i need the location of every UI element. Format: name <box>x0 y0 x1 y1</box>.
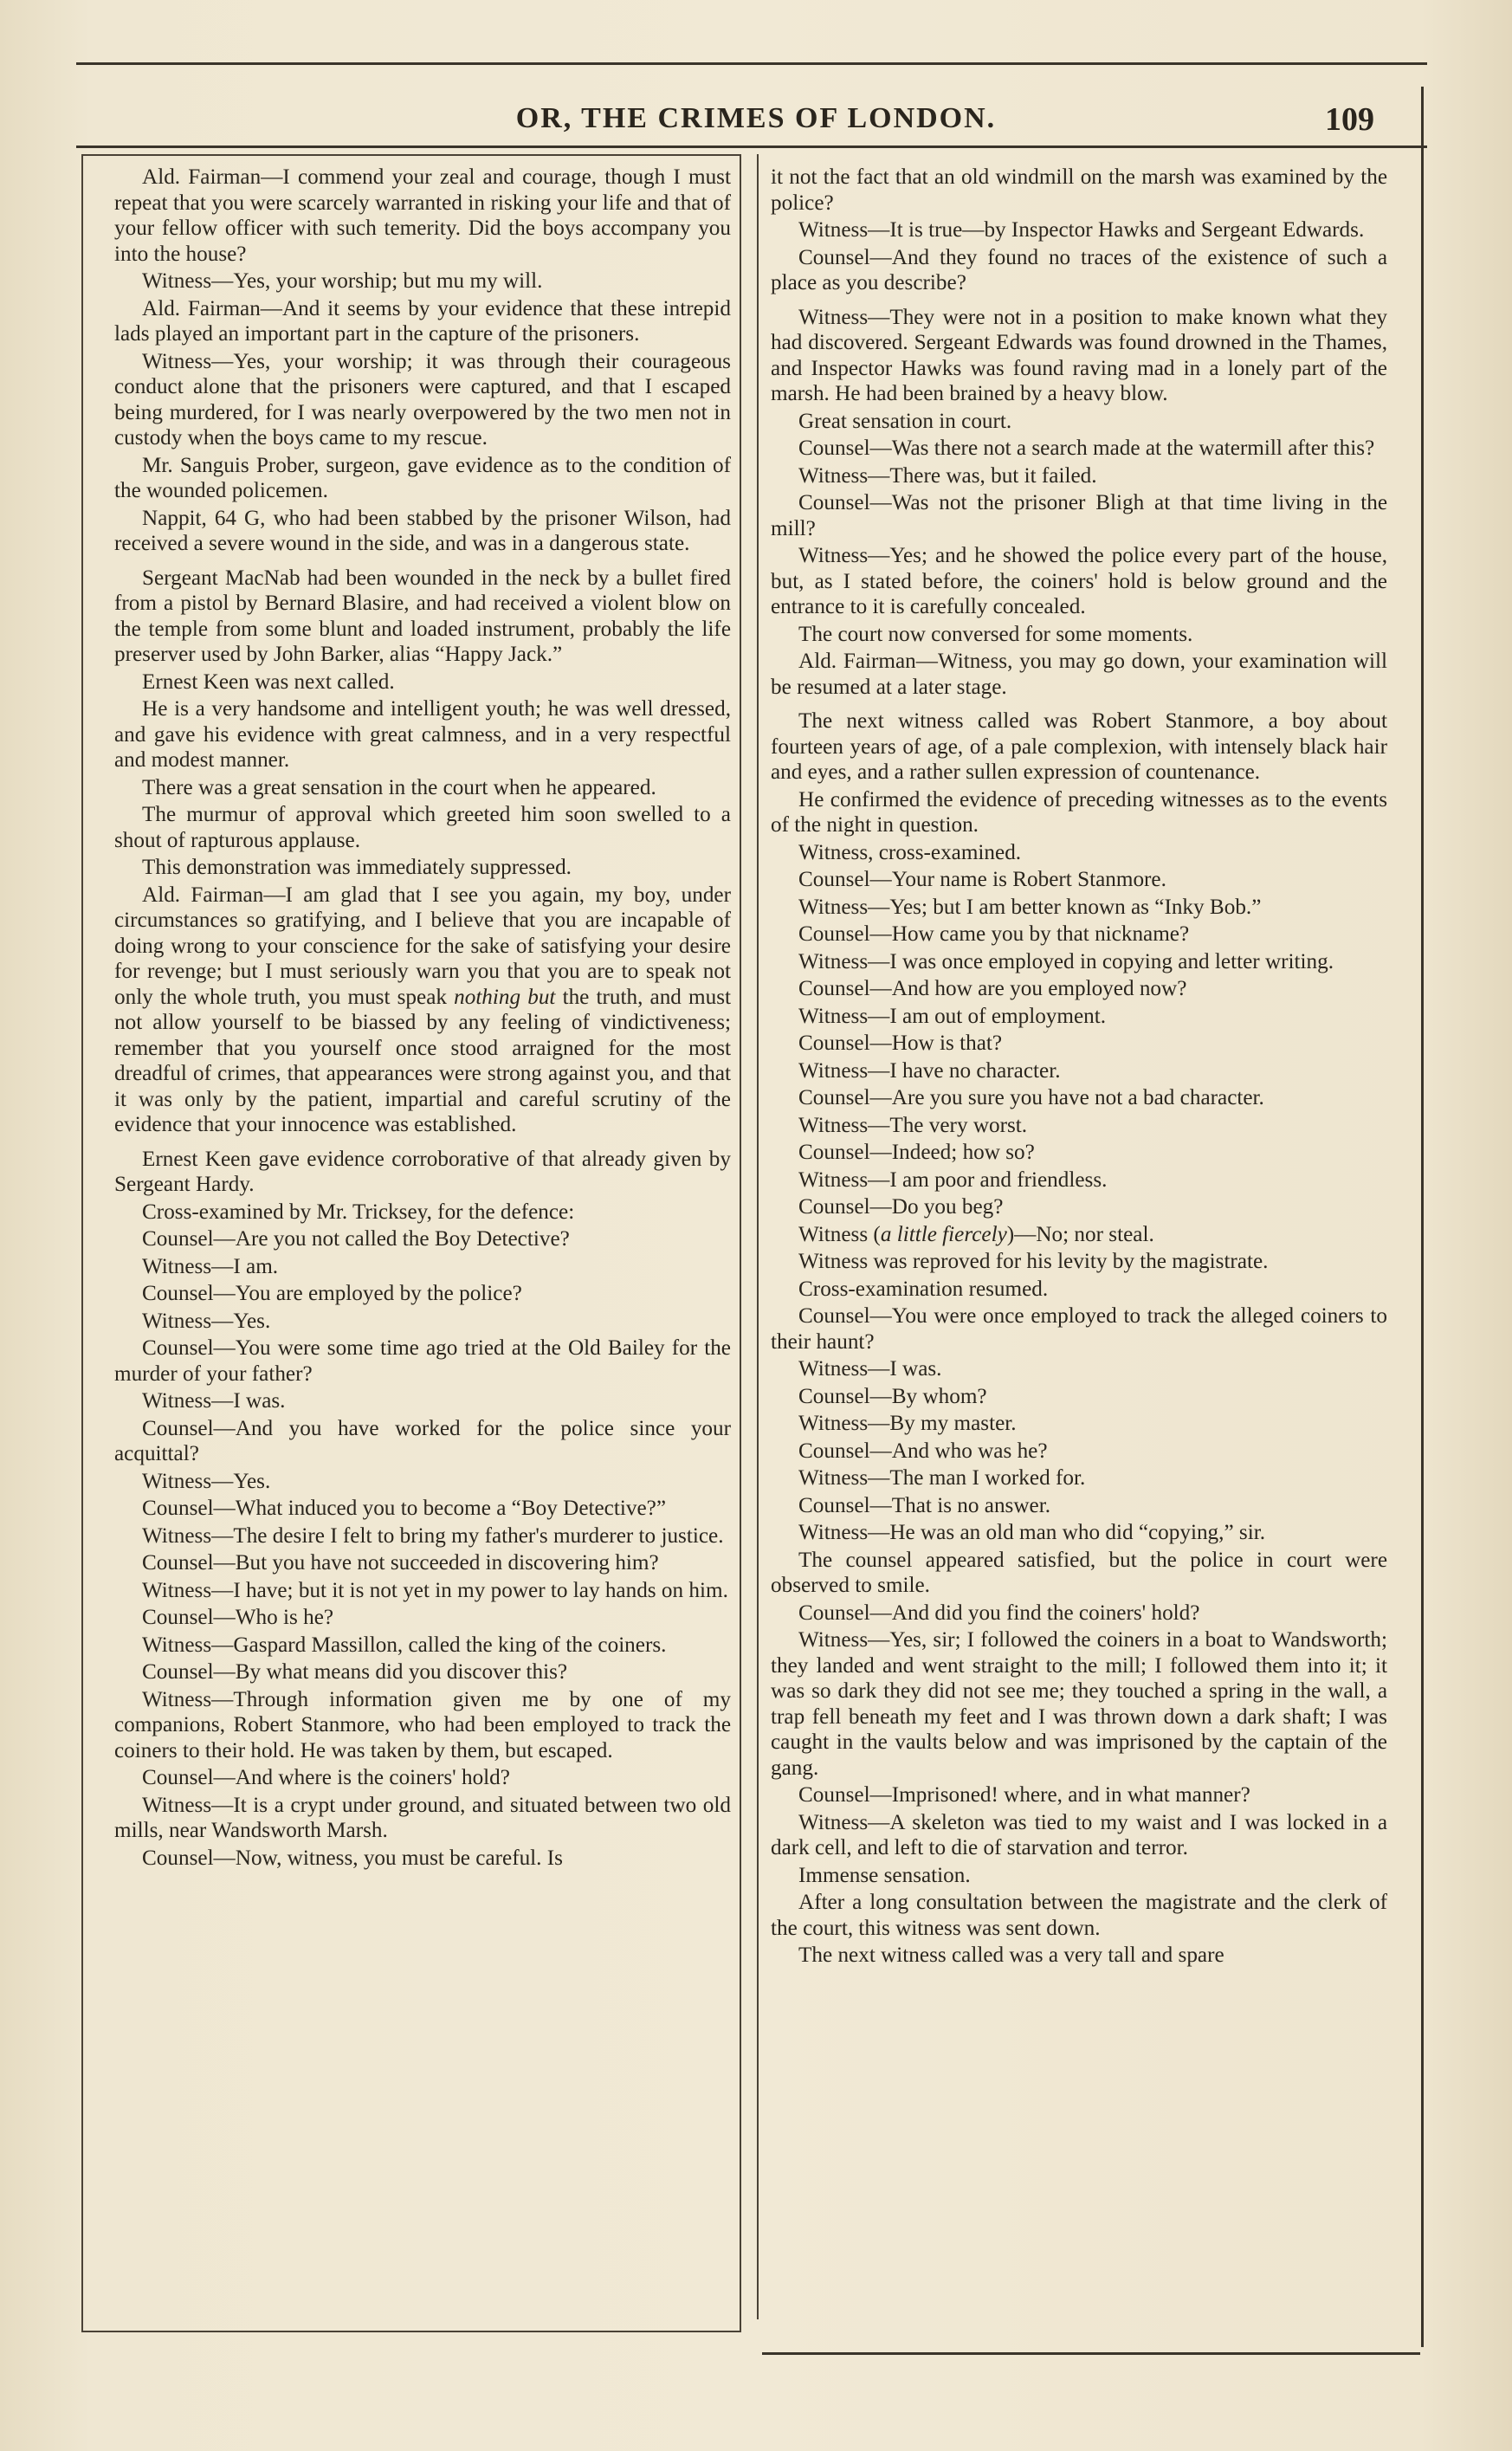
paragraph: Counsel—Indeed; how so? <box>798 1141 1035 1164</box>
paragraph: Counsel—And they found no traces of the existence of such a place as you describe? <box>771 245 1387 294</box>
paragraph: Witness—Gaspard Massillon, called the king of the coiners. <box>142 1633 667 1657</box>
paragraph: He is a very handsome and intelligent youth; he was well dressed, and gave his evidence with great calmness, and in a very respectful and modest manner. <box>114 697 731 772</box>
left-column <box>114 165 731 1872</box>
paragraph: Witness—Yes, your worship; but mu my will. <box>142 269 543 293</box>
paragraph: The next witness called was Robert Stanmore, a boy about fourteen years of age, of a pale complexion, with intensely black hair and eyes, and a rather sullen expression of countenance. <box>771 709 1387 784</box>
paragraph: Ernest Keen was next called. <box>142 669 395 694</box>
emphasis-text: a little fiercely <box>880 1222 1007 1246</box>
paragraph-text: )—No; nor steal. <box>1006 1222 1154 1246</box>
paragraph: Witness—I was. <box>798 1357 942 1381</box>
paragraph: The counsel appeared satisfied, but the police in court were observed to smile. <box>771 1548 1387 1597</box>
paragraph: Witness—A skeleton was tied to my waist and I was locked in a dark cell, and left to die of starvation and terror. <box>771 1810 1387 1859</box>
paragraph: Counsel—You are employed by the police? <box>142 1282 522 1305</box>
page-number: 109 <box>1325 101 1374 138</box>
paragraph: Counsel—You were once employed to track the alleged coiners to their haunt? <box>771 1304 1387 1354</box>
paragraph: Witness—They were not in a position to make known what they had discovered. Sergeant Edwards was found drowned in the Thames, and Inspector Hawks was found raving mad in a lonely part of the marsh. He had been brained by a heavy blow. <box>771 305 1387 405</box>
paragraph: Ald. Fairman—Witness, you may go down, your examination will be resumed at a later stage. <box>771 650 1387 699</box>
paragraph: Witness—I am. <box>142 1254 279 1278</box>
paragraph: Counsel—And where is the coiners' hold? <box>142 1766 510 1789</box>
running-head: OR, THE CRIMES OF LONDON. <box>515 102 997 134</box>
paragraph: Witness—The man I worked for. <box>798 1466 1086 1490</box>
paragraph: Nappit, 64 G, who had been stabbed by the prisoner Wilson, had received a severe wound in the side, and was in a dangerous state. <box>114 506 731 555</box>
paragraph: Witness, cross-examined. <box>798 840 1022 864</box>
paragraph: Witness—It is true—by Inspector Hawks and Sergeant Edwards. <box>798 218 1365 242</box>
paragraph: Counsel—Who is he? <box>142 1606 334 1629</box>
paragraph: it not the fact that an old windmill on the marsh was examined by the police? <box>771 165 1387 215</box>
paragraph: Cross-examination resumed. <box>798 1277 1049 1301</box>
paragraph: Counsel—And who was he? <box>798 1439 1048 1463</box>
paragraph: Immense sensation. <box>798 1863 971 1887</box>
paragraph: Ald. Fairman—And it seems by your evidence that these intrepid lads played an important part in the capture of the prisoners. <box>114 296 731 346</box>
paragraph: Witness—The very worst. <box>798 1113 1028 1137</box>
paragraph: Witness—Yes; but I am better known as “Inky Bob.” <box>798 895 1262 919</box>
paragraph: Witness—The desire I felt to bring my father's murderer to justice. <box>142 1523 724 1548</box>
paragraph: Counsel—Do you beg? <box>798 1195 1004 1219</box>
paragraph: Witness—I was. <box>142 1389 286 1413</box>
paragraph: Counsel—You were some time ago tried at the Old Bailey for the murder of your father? <box>114 1336 731 1386</box>
paragraph: Witness—Yes. <box>142 1309 271 1333</box>
paragraph: Counsel—Your name is Robert Stanmore. <box>798 868 1166 891</box>
paragraph: Witness—Yes. <box>142 1469 271 1493</box>
paragraph: Counsel—Imprisoned! where, and in what manner? <box>798 1783 1250 1807</box>
paragraph: Witness—I have; but it is not yet in my power to lay hands on him. <box>142 1578 728 1602</box>
paragraph: Counsel—But you have not succeeded in discovering him? <box>142 1551 659 1575</box>
paragraph: Counsel—That is no answer. <box>798 1493 1051 1517</box>
paragraph: Counsel—And you have worked for the police since your acquittal? <box>114 1416 731 1465</box>
paragraph: Witness was reproved for his levity by the magistrate. <box>798 1250 1269 1273</box>
column-divider <box>757 154 759 2319</box>
paragraph: The murmur of approval which greeted him soon swelled to a shout of rapturous applause. <box>114 803 731 852</box>
paragraph: The next witness called was a very tall and spare <box>798 1943 1224 1967</box>
paragraph: Counsel—And how are you employed now? <box>798 977 1187 1000</box>
paragraph <box>114 883 731 1138</box>
emphasis-text: nothing but <box>454 985 556 1009</box>
paragraph: Ald. Fairman—I commend your zeal and courage, though I must repeat that you were scarcely warranted in risking your life and that of your fellow officer with such temerity. Did the boys accompany you into the house? <box>114 165 731 266</box>
right-column <box>771 165 1387 1970</box>
paragraph: Witness—By my master. <box>798 1412 1017 1435</box>
paragraph: Counsel—How came you by that nickname? <box>798 922 1190 946</box>
paragraph: Counsel—And did you find the coiners' hold? <box>798 1601 1200 1625</box>
paragraph: Counsel—What induced you to become a “Boy Detective?” <box>142 1497 666 1520</box>
header-rule <box>76 146 1427 148</box>
right-edge-rule <box>1421 87 1424 2347</box>
paragraph-text: Ald. Fairman—I am glad that I see you again, my boy, under circumstances so gratifying, and I believe that you are incapable of doing wrong to your conscience for the sake of satisfying your desire for revenge; but I must seriously warn you that you are to speak not only the whole truth, you must speak <box>114 883 731 1009</box>
paragraph: Ernest Keen gave evidence corroborative of that already given by Sergeant Hardy. <box>114 1147 731 1196</box>
paragraph: He confirmed the evidence of preceding witnesses as to the events of the night in question. <box>771 787 1387 837</box>
paragraph: Counsel—Was not the prisoner Bligh at that time living in the mill? <box>771 491 1387 540</box>
top-rule <box>76 62 1427 65</box>
paragraph: Witness—I am out of employment. <box>798 1004 1107 1028</box>
paragraph: Counsel—By whom? <box>798 1384 987 1408</box>
paragraph: Witness—I was once employed in copying and letter writing. <box>798 949 1334 973</box>
bottom-rule <box>762 2352 1420 2355</box>
paragraph-text: Witness ( <box>798 1222 881 1246</box>
paragraph: Witness—It is a crypt under ground, and situated between two old mills, near Wandsworth Marsh. <box>114 1793 731 1842</box>
paragraph: Witness—Through information given me by one of my companions, Robert Stanmore, who had been employed to track the coiners to their hold. He was taken by them, but escaped. <box>114 1687 731 1762</box>
paragraph: Counsel—Now, witness, you must be careful. Is <box>142 1846 563 1870</box>
paragraph: Cross-examined by Mr. Tricksey, for the defence: <box>142 1200 575 1224</box>
paragraph-text: the truth, and must not allow yourself to be biassed by any feeling of vindictiveness; remember that you yourself once stood arraigned for the most dreadful of crimes, that appearances were strong against you, and that it was only by the patient, impartial and careful scrutiny of the evidence that your innocence was established. <box>114 985 732 1136</box>
paragraph: Counsel—Are you not called the Boy Detective? <box>142 1227 570 1251</box>
paragraph: Counsel—Was there not a search made at the watermill after this? <box>798 437 1375 460</box>
paragraph: This demonstration was immediately suppressed. <box>142 856 572 879</box>
paragraph: Great sensation in court. <box>798 409 1012 433</box>
paragraph: Counsel—Are you sure you have not a bad character. <box>798 1086 1264 1109</box>
paragraph: Witness—I have no character. <box>798 1058 1061 1083</box>
paragraph: Counsel—How is that? <box>798 1031 1003 1055</box>
paragraph: Witness—I am poor and friendless. <box>798 1167 1108 1192</box>
paragraph: There was a great sensation in the court when he appeared. <box>142 775 656 799</box>
paragraph: Mr. Sanguis Prober, surgeon, gave evidence as to the condition of the wounded policemen. <box>114 453 731 502</box>
paragraph: Witness—There was, but it failed. <box>798 463 1097 488</box>
paragraph: Witness—Yes; and he showed the police every part of the house, but, as I stated before, the coiners' hold is below ground and the entrance to it is carefully concealed. <box>771 544 1387 618</box>
paragraph: Witness—He was an old man who did “copying,” sir. <box>798 1521 1266 1544</box>
paragraph: Witness—Yes, sir; I followed the coiners in a boat to Wandsworth; they landed and went straight to the mill; I followed them into it; it was so dark they did not see me; they touched a spring in the wall, a trap fell beneath my feet and I was thrown down a dark shaft; I was caught in the vaults below and was imprisoned by the captain of the gang. <box>771 1628 1387 1780</box>
paragraph <box>771 1222 1387 1248</box>
paragraph: Sergeant MacNab had been wounded in the neck by a bullet fired from a pistol by Bernard Blasire, and had received a violent blow on the temple from some blunt and loaded instrument, probably the life preserver used by John Barker, alias “Happy Jack.” <box>114 566 731 666</box>
paragraph: The court now conversed for some moments. <box>798 622 1193 646</box>
paragraph: Counsel—By what means did you discover this? <box>142 1660 568 1684</box>
paragraph: After a long consultation between the magistrate and the clerk of the court, this witness was sent down. <box>771 1891 1387 1940</box>
paragraph: Witness—Yes, your worship; it was through their courageous conduct alone that the prisoners were captured, and that I escaped being murdered, for I was nearly overpowered by the two men not in custody when the boys came to my rescue. <box>114 349 731 449</box>
